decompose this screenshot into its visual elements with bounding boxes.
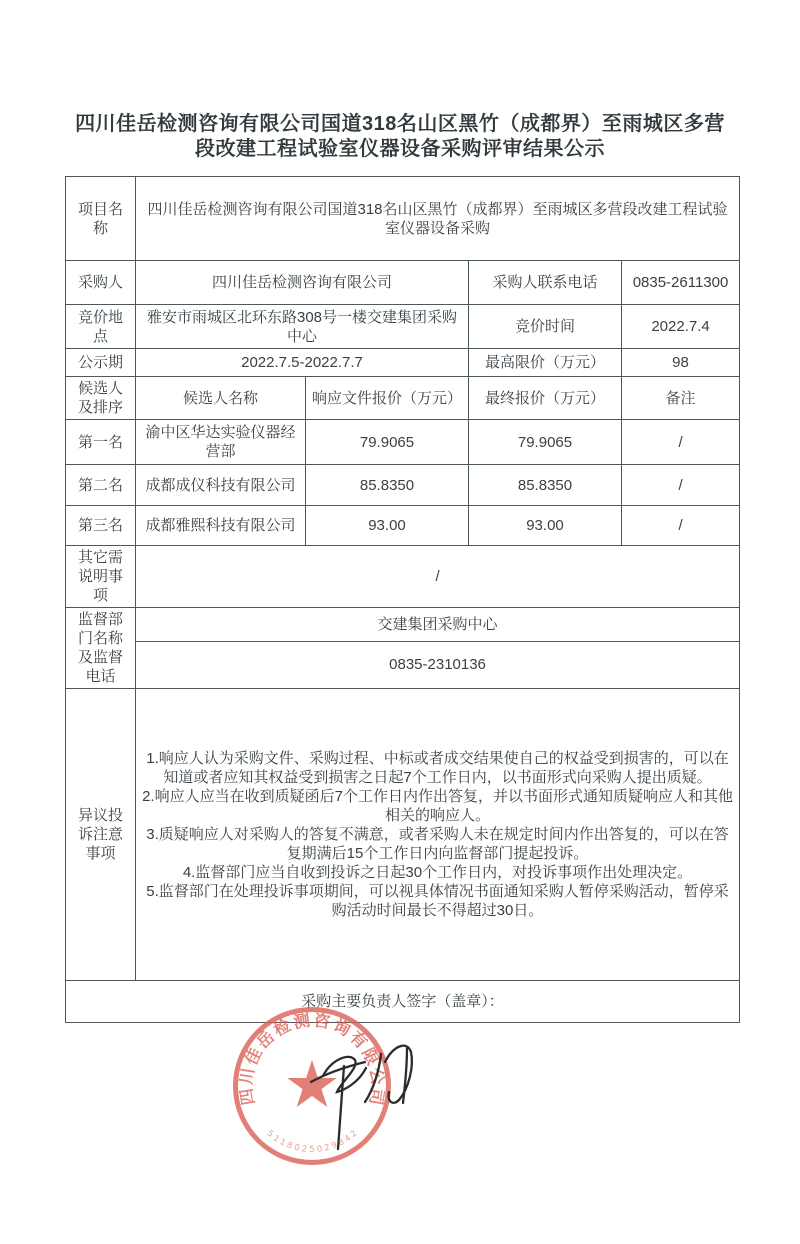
company-seal <box>230 1004 394 1168</box>
candidates-finalprice-header: 最终报价（万元） <box>469 377 622 420</box>
objection-text <box>136 689 740 981</box>
rank-3-final-price: 93.00 <box>469 506 622 546</box>
publicity-period-label: 公示期 <box>66 349 136 377</box>
bidding-place-value: 雅安市雨城区北环东路308号一楼交建集团采购中心 <box>136 305 469 349</box>
purchaser-value: 四川佳岳检测咨询有限公司 <box>136 261 469 305</box>
seal-star-icon <box>287 1060 336 1107</box>
bidding-place-label: 竞价地点 <box>66 305 136 349</box>
table-row <box>66 349 740 377</box>
table-row <box>66 689 740 981</box>
rank-1-doc-price: 79.9065 <box>306 420 469 465</box>
seal-ring <box>236 1010 389 1163</box>
objection-label: 异议投诉注意事项 <box>66 689 136 981</box>
objection-item-1: 1.响应人认为采购文件、采购过程、中标或者成交结果使自己的权益受到损害的，可以在知道或者应知其权益受到损害之日起7个工作日内，以书面形式向采购人提出质疑。 <box>146 750 729 786</box>
bidding-time-value: 2022.7.4 <box>622 305 740 349</box>
project-name-value: 四川佳岳检测咨询有限公司国道318名山区黑竹（成都界）至雨城区多营段改建工程试验室仪器设备采购 <box>136 177 740 261</box>
rank-2-remark: / <box>622 465 740 506</box>
seal-number-text: 5118025029842 <box>264 1128 360 1156</box>
result-table <box>65 176 740 1023</box>
rank-1-final-price: 79.9065 <box>469 420 622 465</box>
table-row <box>66 261 740 305</box>
objection-item-2: 2.响应人应当在收到质疑函后7个工作日内作出答复，并以书面形式通知质疑响应人和其他相关的响应人。 <box>142 788 733 824</box>
purchaser-label: 采购人 <box>66 261 136 305</box>
candidate-row <box>66 465 740 506</box>
rank-2-doc-price: 85.8350 <box>306 465 469 506</box>
handwritten-signature <box>295 1002 515 1162</box>
rank-1-label: 第一名 <box>66 420 136 465</box>
table-row <box>66 305 740 349</box>
other-notes-value: / <box>136 546 740 608</box>
table-row <box>66 608 740 642</box>
purchaser-phone-label: 采购人联系电话 <box>469 261 622 305</box>
rank-3-doc-price: 93.00 <box>306 506 469 546</box>
candidates-remark-header: 备注 <box>622 377 740 420</box>
rank-3-label: 第三名 <box>66 506 136 546</box>
seal-company-text: 四川佳岳检测咨询有限公司 <box>236 1010 388 1107</box>
table-row <box>66 641 740 688</box>
rank-2-final-price: 85.8350 <box>469 465 622 506</box>
rank-1-name: 渝中区华达实验仪器经营部 <box>136 420 306 465</box>
table-row <box>66 177 740 261</box>
candidates-name-header: 候选人名称 <box>136 377 306 420</box>
other-notes-label: 其它需说明事项 <box>66 546 136 608</box>
table-row <box>66 546 740 608</box>
candidate-row <box>66 506 740 546</box>
signature-line-label: 采购主要负责人签字（盖章）： <box>66 981 740 1023</box>
table-header-row <box>66 377 740 420</box>
publicity-period-value: 2022.7.5-2022.7.7 <box>136 349 469 377</box>
purchaser-phone-value: 0835-2611300 <box>622 261 740 305</box>
document-page <box>0 112 800 1244</box>
objection-item-4: 4.监督部门应当自收到投诉之日起30个工作日内，对投诉事项作出处理决定。 <box>182 864 693 881</box>
max-price-value: 98 <box>622 349 740 377</box>
supervision-phone-value: 0835-2310136 <box>136 641 740 688</box>
rank-3-remark: / <box>622 506 740 546</box>
project-name-label: 项目名称 <box>66 177 136 261</box>
bidding-time-label: 竞价时间 <box>469 305 622 349</box>
objection-item-3: 3.质疑响应人对采购人的答复不满意，或者采购人未在规定时间内作出答复的，可以在答复期满后15个工作日内向监督部门提起投诉。 <box>146 826 729 862</box>
objection-item-5: 5.监督部门在处理投诉事项期间，可以视具体情况书面通知采购人暂停采购活动，暂停采购活动时间最长不得超过30日。 <box>146 883 729 919</box>
candidates-docprice-header: 响应文件报价（万元） <box>306 377 469 420</box>
rank-1-remark: / <box>622 420 740 465</box>
supervision-dept-value: 交建集团采购中心 <box>136 608 740 642</box>
candidates-rank-header: 候选人及排序 <box>66 377 136 420</box>
table-row <box>66 981 740 1023</box>
candidate-row <box>66 420 740 465</box>
rank-3-name: 成都雅熙科技有限公司 <box>136 506 306 546</box>
max-price-label: 最高限价（万元） <box>469 349 622 377</box>
rank-2-label: 第二名 <box>66 465 136 506</box>
supervision-label: 监督部门名称及监督电话 <box>66 608 136 689</box>
page-title: 四川佳岳检测咨询有限公司国道318名山区黑竹（成都界）至雨城区多营段改建工程试验室仪器设备采购评审结果公示 <box>75 113 725 160</box>
rank-2-name: 成都成仪科技有限公司 <box>136 465 306 506</box>
